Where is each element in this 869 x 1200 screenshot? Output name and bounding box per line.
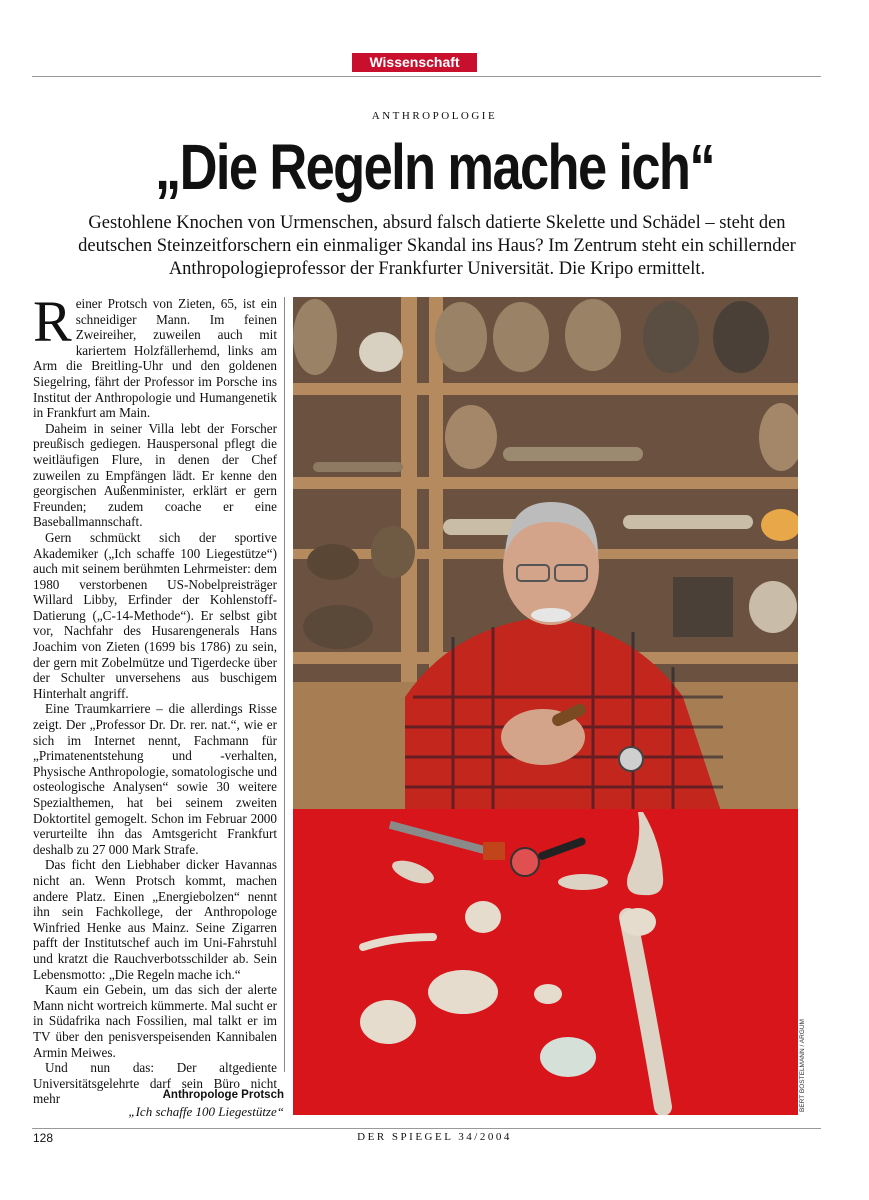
top-rule [32, 76, 821, 77]
paragraph-text: einer Protsch von Zieten, 65, ist ein schneidiger Mann. Im feinen Zweireiher, zuweilen auch mit kariertem Holzfällerhemd, links am Arm die Breitling-Uhr und den goldenen Siegelring, fährt der Professor im Porsche ins Institut der Anthropologie und Humangenetik in Frankfurt am Main. [33, 296, 277, 421]
caption-quote: „Ich schaffe 100 Liegestütze“ [128, 1104, 284, 1119]
article-photo [293, 297, 798, 1115]
page-number: 128 [33, 1131, 54, 1145]
body-paragraph [33, 289, 277, 421]
body-paragraph: Gern schmückt sich der sportive Akademiker („Ich schaffe 100 Liegestütze“) auch mit seinem berühmten Lehrmeister: dem 1980 verstorbenen US-Nobelpreisträger Willard Libby, Erfinder der Kohlenstoff-Datierung („C-14-Methode“). Er selbst gibt vor, Nachfahr des Husarengenerals Hans Joachim von Zieten (1699 bis 1786) zu sein, der gern mit Zobelmütze und Tigerdecke über der Schulter unversehens aus buschigem Hinterhalt angriff. [33, 529, 277, 701]
body-paragraph: Und nun das: Der altgediente Universitätsgelehrte darf sein Büro nicht mehr [33, 1060, 277, 1107]
photo-illustration [293, 297, 798, 1115]
drop-cap: R [33, 289, 72, 354]
article-body [33, 289, 277, 1107]
magazine-footer: DER SPIEGEL 34/2004 [357, 1131, 512, 1143]
body-paragraph: Daheim in seiner Villa lebt der Forscher preußisch gediegen. Hauspersonal pflegt die weitläufigen Flure, in denen der Chef zuweilen zu Empfängen lädt. Er kenne den georgischen Außenminister, erklärt er gern Freunden; zudem coache er eine Baseballmannschaft. [33, 420, 277, 530]
body-paragraph: Eine Traumkarriere – die allerdings Risse zeigt. Der „Professor Dr. Dr. rer. nat.“, wie er sich im Internet nennt, Fachmann für „Primatenentstehung und -verhalten, Physische Anthropologie, somatologische und osteologische Analysen“ sowie 30 weitere Spezialthemen, hat bei seinem zweiten Doktortitel gemogelt. Schon im Februar 2000 verurteilte ihn das Amtsgericht Frankfurt deshalb zu 27 000 Mark Strafe. [33, 701, 277, 857]
headline: „Die Regeln mache ich“ [155, 131, 714, 203]
bottom-rule [32, 1128, 821, 1129]
deck: Gestohlene Knochen von Urmenschen, absurd falsch datierte Skelette und Schädel – steht den deutschen Steinzeitforschern ein einmaliger Skandal ins Haus? Im Zentrum steht ein schillernder Anthropologieprofessor der Frankfurter Universität. Die Kripo ermittelt. [78, 213, 796, 279]
column-rule [284, 297, 285, 1072]
photo-credit: BERT BOSTELMANN / ARGUM [799, 1019, 806, 1112]
body-paragraph: Kaum ein Gebein, um das sich der alerte Mann nicht wortreich kümmerte. Mal sucht er in Südafrika nach Fossilien, mal talkt er im TV über den penisverspeisenden Kannibalen Armin Meiwes. [33, 982, 277, 1060]
kicker: ANTHROPOLOGIE [371, 110, 498, 122]
section-tag: Wissenschaft [352, 53, 477, 72]
caption-title: Anthropologe Protsch [162, 1089, 284, 1101]
body-paragraph: Das ficht den Liebhaber dicker Havannas nicht an. Wenn Protsch kommt, machen andere Platz. Einen „Energiebolzen“ nennt ihn sein Fachkollege, der Anthropologe Winfried Henke aus Mainz. Seine Zigarren pafft der Institutschef auch im Uni-Fahrstuhl und kratzt die Rauchverbotsschilder ab. Sein Lebensmotto: „Die Regeln mache ich.“ [33, 857, 277, 982]
